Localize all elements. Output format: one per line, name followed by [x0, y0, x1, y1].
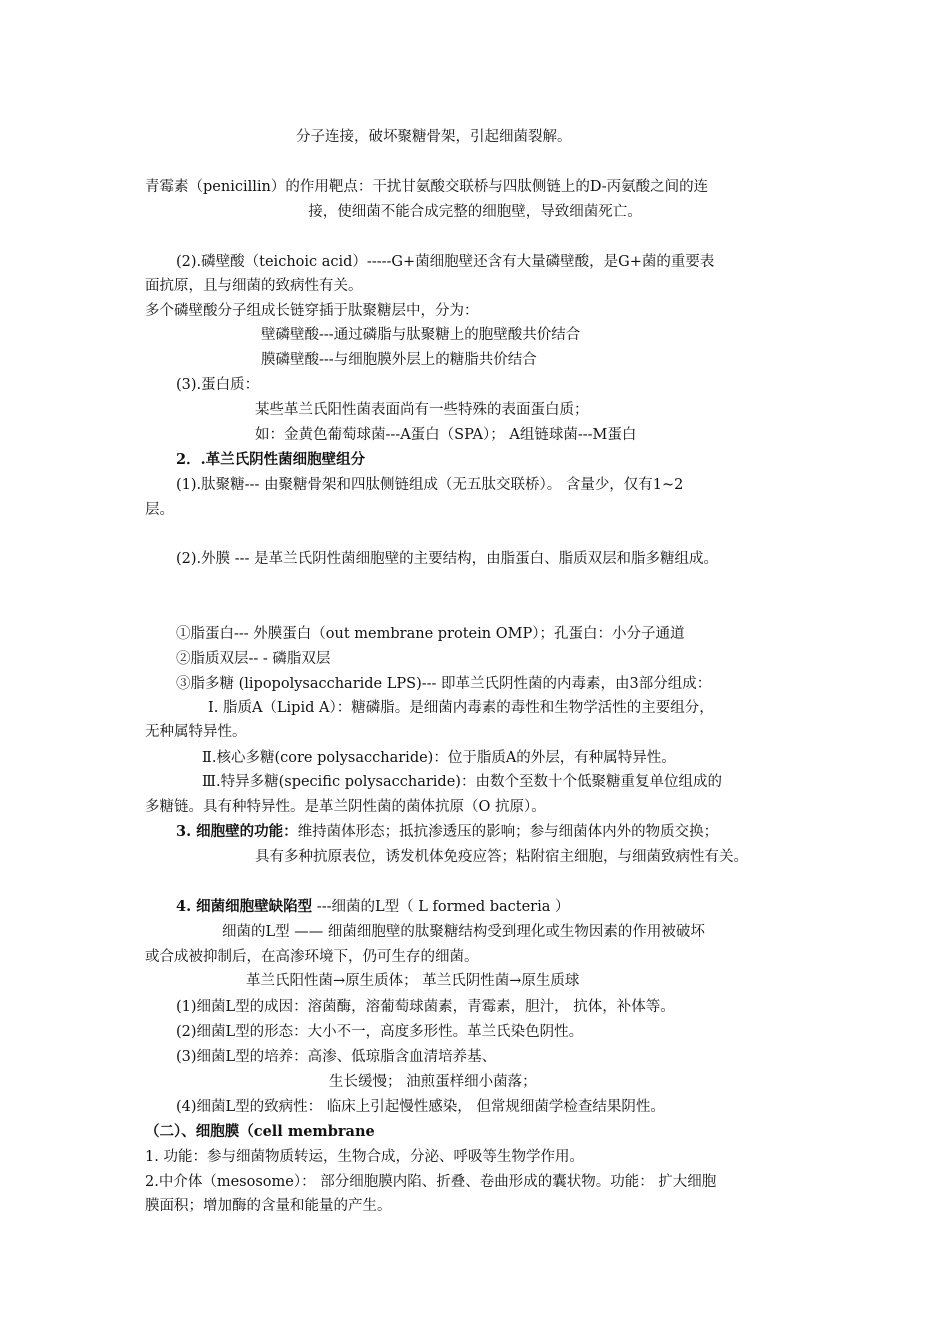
- text-line: 1. 功能：参与细菌物质转运，生物合成，分泌、呼吸等生物学作用。: [145, 1149, 584, 1165]
- text-line: [176, 821, 718, 843]
- text-line: 或合成被抑制后，在高渗环境下，仍可生存的细菌。: [145, 949, 479, 965]
- text-line: 某些革兰氏阳性菌表面尚有一些特殊的表面蛋白质；: [255, 402, 589, 418]
- text-line: 面抗原，且与细菌的致病性有关。: [145, 278, 363, 294]
- text-line: Ⅱ.核心多糖(core polysaccharide)：位于脂质A的外层，有种属特异性。: [202, 750, 676, 766]
- text-line: 壁磷壁酸---通过磷脂与肽聚糖上的胞壁酸共价结合: [261, 327, 581, 343]
- text-line: (3)细菌L型的培养：高渗、低琼脂含血清培养基、: [176, 1049, 497, 1065]
- text-line: 膜磷壁酸---与细胞膜外层上的糖脂共价结合: [261, 352, 537, 368]
- section-heading: （二）、细胞膜（cell membrane: [145, 1123, 375, 1140]
- text-line: 膜面积；增加酶的含量和能量的产生。: [145, 1198, 392, 1214]
- text-line: Ⅰ. 脂质A（Lipid A）：糖磷脂。是细菌内毒素的毒性和生物学活性的主要组分，: [208, 700, 714, 716]
- text-line: Ⅲ.特异多糖(specific polysaccharide)：由数个至数十个低聚糖重复单位组成的: [202, 774, 722, 790]
- text-line: 无种属特异性。: [145, 724, 247, 740]
- text-line: 多糖链。具有种特异性。是革兰阴性菌的菌体抗原（O 抗原）。: [145, 799, 546, 815]
- text-line: (2).外膜 --- 是革兰氏阴性菌细胞壁的主要结构，由脂蛋白、脂质双层和脂多糖组成。: [176, 551, 719, 567]
- section-heading: 2．.革兰氏阴性菌细胞壁组分: [176, 451, 366, 468]
- text-line: 分子连接，破坏聚糖骨架，引起细菌裂解。: [296, 129, 572, 145]
- text-line: (2).磷壁酸（teichoic acid）-----G+菌细胞壁还含有大量磷壁酸，是G+菌的重要表: [176, 254, 715, 270]
- text-line: ③脂多糖 (lipopolysaccharide LPS)--- 即革兰氏阴性菌的内毒素，由3部分组成：: [176, 676, 712, 692]
- text-line: 如：金黄色葡萄球菌---A蛋白（SPA）； A组链球菌---M蛋白: [255, 427, 637, 443]
- text-line: 革兰氏阳性菌→原生质体； 革兰氏阴性菌→原生质球: [246, 973, 580, 989]
- text-line: 生长缓慢； 油煎蛋样细小菌落；: [329, 1074, 537, 1090]
- text-line: 层。: [145, 502, 174, 518]
- section-heading: 3. 细胞壁的功能：: [176, 823, 298, 840]
- text-line: 接，使细菌不能合成完整的细胞壁，导致细菌死亡。: [308, 204, 642, 220]
- text-span: ---细菌的L型（ L formed bacteria ）: [312, 899, 570, 915]
- text-line: ①脂蛋白--- 外膜蛋白（out membrane protein OMP）；孔蛋白：小分子通道: [176, 626, 685, 642]
- text-line: 青霉素（penicillin）的作用靶点：干扰甘氨酸交联桥与四肽侧链上的D-丙氨酸之间的连: [145, 179, 709, 195]
- text-line: [176, 896, 570, 918]
- text-line: 多个磷壁酸分子组成长链穿插于肽聚糖层中，分为：: [145, 303, 479, 319]
- text-line: 具有多种抗原表位，诱发机体免疫应答；粘附宿主细胞，与细菌致病性有关。: [255, 849, 748, 865]
- text-line: 2.中介体（mesosome）： 部分细胞膜内陷、折叠、卷曲形成的囊状物。功能： 扩大细胞: [145, 1174, 717, 1190]
- text-span: 维持菌体形态；抵抗渗透压的影响；参与细菌体内外的物质交换；: [297, 824, 719, 840]
- text-line: (1)细菌L型的成因：溶菌酶，溶葡萄球菌素，青霉素，胆汁， 抗体，补体等。: [176, 999, 675, 1015]
- section-heading: 4. 细菌细胞壁缺陷型: [176, 898, 313, 915]
- text-line: (4)细菌L型的致病性： 临床上引起慢性感染， 但常规细菌学检查结果阴性。: [176, 1099, 665, 1115]
- text-line: (3).蛋白质：: [176, 377, 260, 393]
- text-line: ②脂质双层-- - 磷脂双层: [176, 651, 331, 667]
- text-line: (1).肽聚糖--- 由聚糖骨架和四肽侧链组成（无五肽交联桥）。 含量少，仅有1~2: [176, 477, 684, 493]
- text-line: (2)细菌L型的形态：大小不一，高度多形性。革兰氏染色阴性。: [176, 1024, 584, 1040]
- text-line: 细菌的L型 —— 细菌细胞壁的肽聚糖结构受到理化或生物因素的作用被破坏: [222, 924, 705, 940]
